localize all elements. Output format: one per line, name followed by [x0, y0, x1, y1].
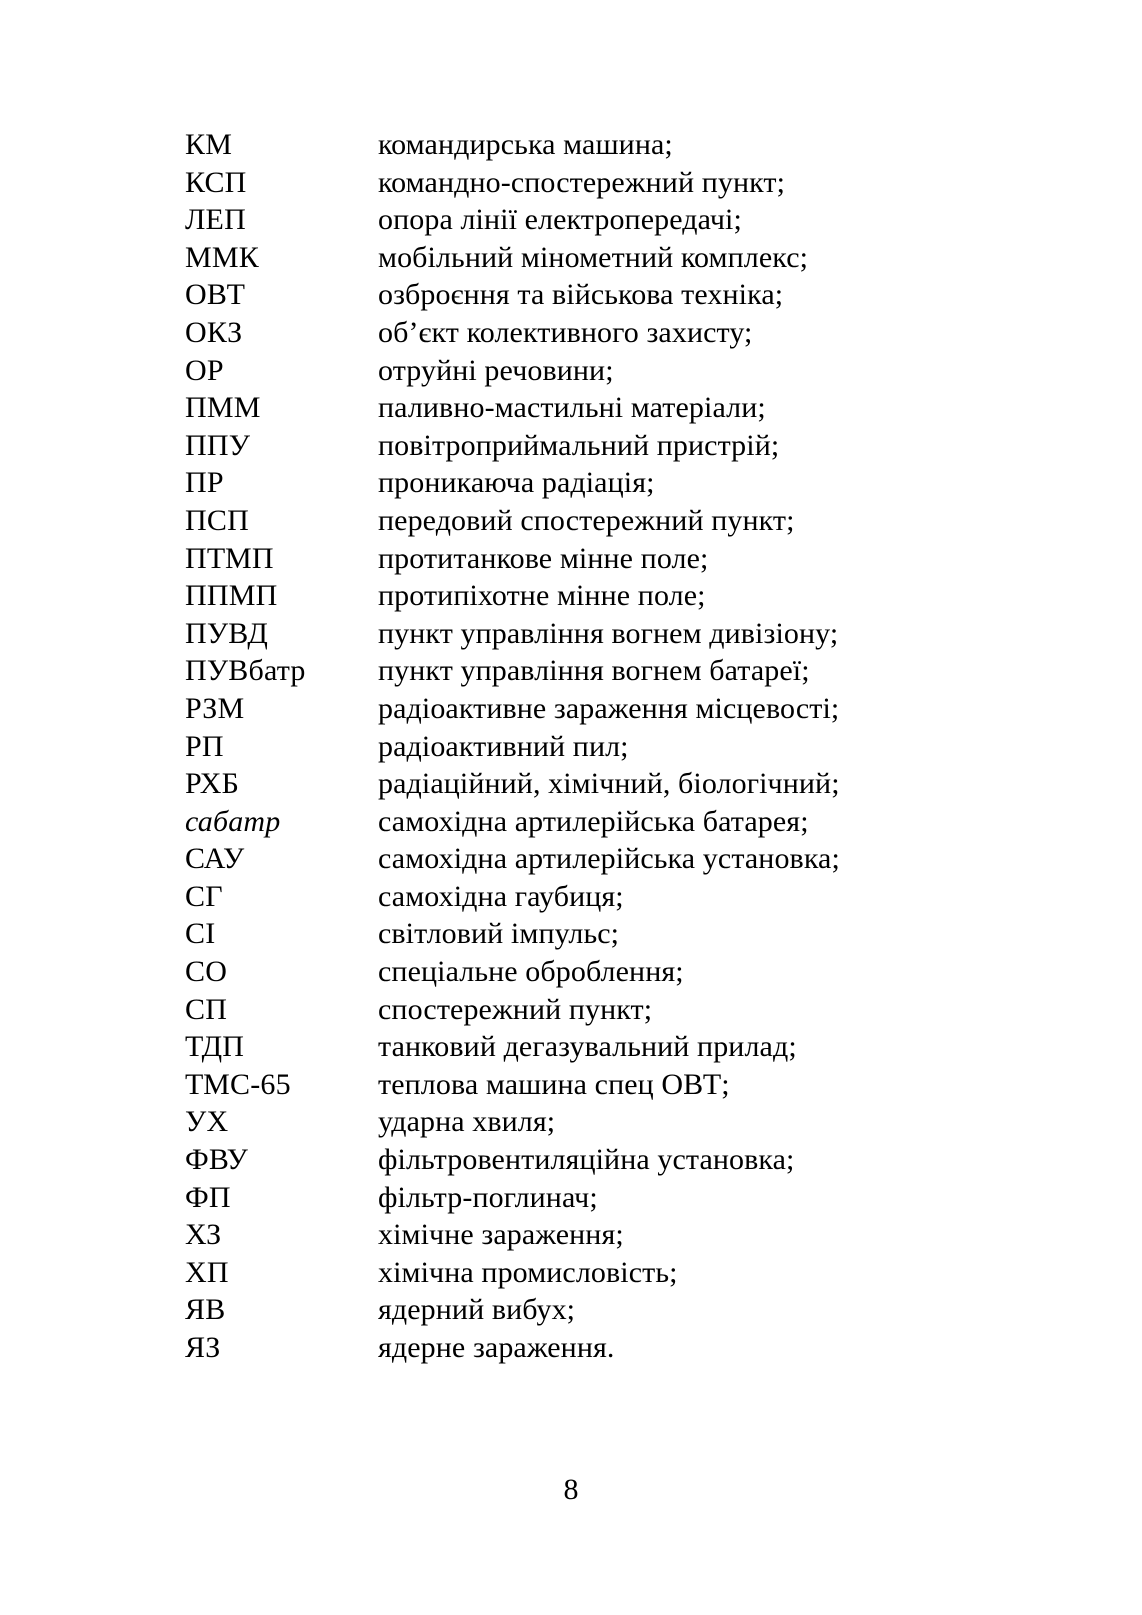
abbreviation-term: РЗМ: [185, 691, 245, 725]
abbreviation-definition: мобільний мінометний комплекс;: [378, 240, 809, 274]
abbreviation-term: ПММ: [185, 391, 261, 425]
glossary-entry: [185, 1291, 1045, 1329]
abbreviation-definition: ядерний вибух;: [378, 1293, 576, 1327]
abbreviation-definition: самохідна гаубиця;: [378, 879, 624, 913]
abbreviation-term: ТМС-65: [185, 1067, 291, 1101]
abbreviation-definition: об’єкт колективного захисту;: [378, 315, 753, 349]
abbreviation-term: ПСП: [185, 503, 249, 537]
abbreviation-term: КМ: [185, 128, 233, 161]
abbreviation-definition: танковий дегазувальний прилад;: [378, 1030, 797, 1064]
glossary-entry: [185, 690, 1045, 728]
glossary-entry: [185, 314, 1045, 352]
abbreviation-term: ХЗ: [185, 1218, 222, 1252]
abbreviation-term: ЯВ: [185, 1293, 226, 1327]
abbreviation-term: ПУВбатр: [185, 654, 306, 688]
abbreviation-term: РП: [185, 729, 224, 763]
abbreviation-definition: теплова машина спец ОВТ;: [378, 1067, 730, 1101]
abbreviation-term: ОВТ: [185, 278, 246, 312]
glossary-entry: [185, 1141, 1045, 1179]
abbreviation-term: СО: [185, 955, 228, 989]
glossary-entry: [185, 1066, 1045, 1104]
glossary-entry: [185, 615, 1045, 653]
glossary-entry: [185, 1103, 1045, 1141]
abbreviation-term: СП: [185, 992, 228, 1026]
glossary-entry: [185, 502, 1045, 540]
abbreviation-definition: радіоактивне зараження місцевості;: [378, 691, 840, 725]
abbreviation-definition: ударна хвиля;: [378, 1105, 556, 1139]
abbreviation-definition: командирська машина;: [378, 128, 673, 161]
glossary-entry: [185, 652, 1045, 690]
abbreviation-definition: хімічна промисловість;: [378, 1255, 678, 1289]
glossary-entry: [185, 1179, 1045, 1217]
abbreviation-term: СГ: [185, 879, 223, 913]
abbreviation-definition: пункт управління вогнем батареї;: [378, 654, 810, 688]
glossary-entry: [185, 1329, 1045, 1367]
glossary-entry: [185, 953, 1045, 991]
abbreviation-definition: світловий імпульс;: [378, 917, 620, 951]
glossary-entry: [185, 276, 1045, 314]
abbreviation-term: ОКЗ: [185, 315, 243, 349]
glossary-entry: [185, 1028, 1045, 1066]
abbreviation-term: САУ: [185, 842, 245, 876]
abbreviation-term: УХ: [185, 1105, 229, 1139]
glossary-entry: [185, 915, 1045, 953]
glossary-entry: [185, 991, 1045, 1029]
glossary-entry: [185, 1254, 1045, 1292]
abbreviation-term: ПУВД: [185, 616, 269, 650]
glossary-entry: [185, 765, 1045, 803]
abbreviation-term: ОР: [185, 353, 224, 387]
abbreviation-definition: радіаційний, хімічний, біологічний;: [378, 767, 840, 801]
abbreviation-term: ПТМП: [185, 541, 274, 575]
abbreviation-term: ММК: [185, 240, 259, 274]
glossary-entry: [185, 803, 1045, 841]
abbreviation-term: ФП: [185, 1180, 231, 1214]
glossary-entry: [185, 126, 1045, 164]
glossary-entry: [185, 239, 1045, 277]
abbreviation-term: СІ: [185, 917, 216, 951]
glossary-entry: [185, 164, 1045, 202]
abbreviation-definition: опора лінії електропередачі;: [378, 203, 742, 237]
abbreviation-term: ХП: [185, 1255, 229, 1289]
abbreviation-term: ТДП: [185, 1030, 245, 1064]
glossary-entry: [185, 352, 1045, 390]
abbreviation-definition: ядерне зараження.: [378, 1331, 615, 1364]
abbreviation-term: ППУ: [185, 428, 251, 462]
abbreviation-definition: передовий спостережний пункт;: [378, 503, 795, 537]
abbreviation-definition: паливно-мастильні матеріали;: [378, 391, 766, 425]
glossary-entry: [185, 840, 1045, 878]
abbreviation-definition: командно-спостережний пункт;: [378, 165, 786, 199]
abbreviation-term: сабатр: [185, 804, 281, 838]
glossary-entry: [185, 464, 1045, 502]
abbreviation-term: ЯЗ: [185, 1331, 221, 1364]
abbreviation-term: ППМП: [185, 579, 278, 613]
abbreviation-term: ЛЕП: [185, 203, 246, 237]
glossary-entry: [185, 878, 1045, 916]
glossary-entry: [185, 1216, 1045, 1254]
abbreviation-definition: протитанкове мінне поле;: [378, 541, 709, 575]
abbreviation-definition: спеціальне оброблення;: [378, 955, 684, 989]
abbreviation-definition: хімічне зараження;: [378, 1218, 624, 1252]
abbreviation-definition: радіоактивний пил;: [378, 729, 629, 763]
abbreviations-glossary: [185, 126, 1045, 1367]
abbreviation-definition: протипіхотне мінне поле;: [378, 579, 706, 613]
page-number: 8: [563, 1473, 579, 1506]
glossary-entry: [185, 577, 1045, 615]
abbreviation-definition: повітроприймальний пристрій;: [378, 428, 780, 462]
abbreviation-term: ФВУ: [185, 1143, 249, 1177]
abbreviation-definition: самохідна артилерійська установка;: [378, 842, 840, 876]
glossary-entry: [185, 728, 1045, 766]
abbreviation-definition: пункт управління вогнем дивізіону;: [378, 616, 839, 650]
abbreviation-definition: отруйні речовини;: [378, 353, 614, 387]
abbreviation-definition: фільтр-поглинач;: [378, 1180, 598, 1214]
glossary-entry: [185, 427, 1045, 465]
abbreviation-definition: спостережний пункт;: [378, 992, 653, 1026]
abbreviation-term: ПР: [185, 466, 224, 500]
abbreviation-term: КСП: [185, 165, 247, 199]
abbreviation-definition: самохідна артилерійська батарея;: [378, 804, 809, 838]
glossary-entry: [185, 540, 1045, 578]
abbreviation-definition: фільтровентиляційна установка;: [378, 1143, 795, 1177]
abbreviation-definition: озброєння та військова техніка;: [378, 278, 784, 312]
glossary-entry: [185, 389, 1045, 427]
glossary-entry: [185, 201, 1045, 239]
abbreviation-term: РХБ: [185, 767, 240, 801]
abbreviation-definition: проникаюча радіація;: [378, 466, 655, 500]
